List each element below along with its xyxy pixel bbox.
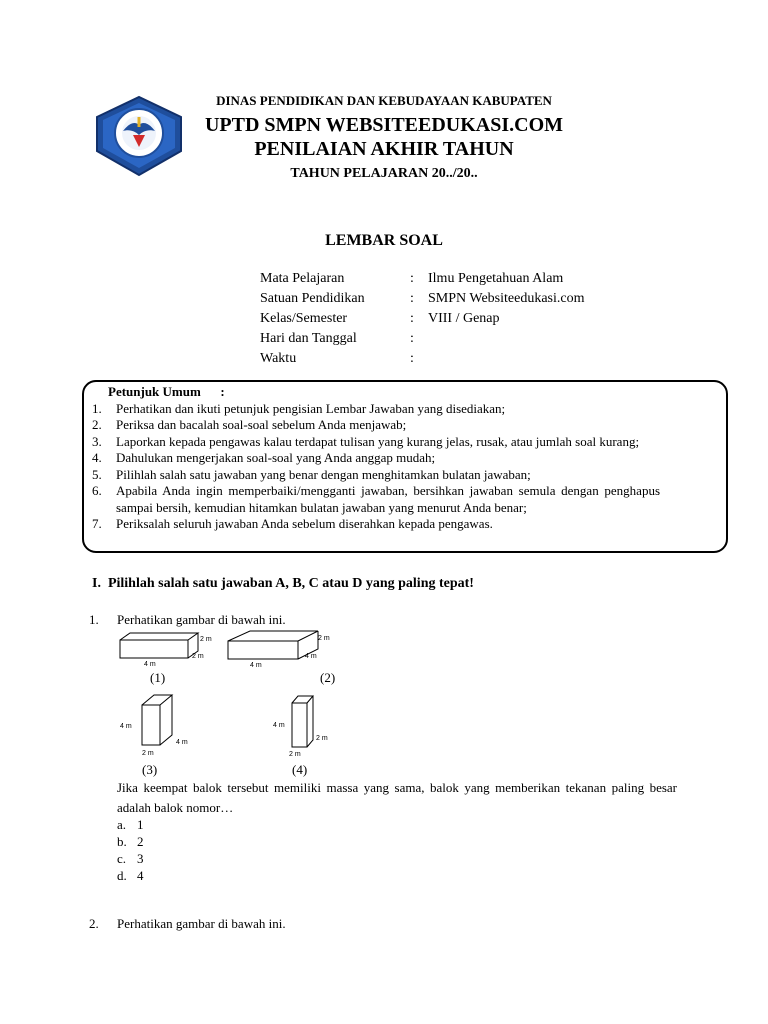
info-colon: : xyxy=(410,271,414,286)
dim-label-4m: 4 m xyxy=(250,662,262,669)
info-colon: : xyxy=(410,311,414,326)
instruction-text: Dahulukan mengerjakan soal-soal yang Anda anggap mudah; xyxy=(116,450,436,465)
dim-label-2m: 2 m xyxy=(142,750,154,757)
dim-label-2m: 2 m xyxy=(289,751,301,758)
agency-name: DINAS PENDIDIKAN DAN KEBUDAYAAN KABUPATEN xyxy=(216,93,552,108)
instruction-item xyxy=(92,450,660,467)
sheet-title: LEMBAR SOAL xyxy=(325,232,443,249)
academic-year: TAHUN PELAJARAN 20../20.. xyxy=(290,166,478,181)
answer-option-b[interactable] xyxy=(117,833,144,850)
info-label: Mata Pelajaran xyxy=(260,271,345,286)
option-text: 3 xyxy=(137,851,144,866)
info-value: Ilmu Pengetahuan Alam xyxy=(428,271,564,286)
instruction-number: 5. xyxy=(92,466,102,482)
instruction-item xyxy=(92,467,660,484)
instruction-item xyxy=(92,434,660,451)
instruction-text: Apabila Anda ingin memperbaiki/mengganti jawaban, bersihkan jawaban semula dengan penghapus sampai bersih, kemudian hitamkan bulatan jawaban yang menurut Anda benar; xyxy=(116,483,660,515)
dim-label-4m: 4 m xyxy=(144,661,156,668)
option-letter: c. xyxy=(117,851,127,866)
question-2-number: 2. xyxy=(89,916,99,931)
instruction-number: 4. xyxy=(92,450,102,465)
instruction-text: Perhatikan dan ikuti petunjuk pengisian Lembar Jawaban yang disediakan; xyxy=(116,400,506,416)
dim-label-2m: 2 m xyxy=(318,635,330,642)
block-4-drawing xyxy=(292,696,313,747)
option-text: 2 xyxy=(137,834,144,849)
figure-label-4: (4) xyxy=(292,762,308,777)
info-value: VIII / Genap xyxy=(428,311,500,326)
instructions-list xyxy=(92,401,660,533)
dim-label-4m: 4 m xyxy=(176,739,188,746)
option-letter: b. xyxy=(117,834,127,849)
option-letter: a. xyxy=(117,817,127,832)
question-1-intro: Perhatikan gambar di bawah ini. xyxy=(117,612,286,627)
dim-label-2m: 2 m xyxy=(200,636,212,643)
block-1-drawing xyxy=(120,633,198,658)
instruction-text: Pilihlah salah satu jawaban yang benar dengan menghitamkan bulatan jawaban; xyxy=(116,466,531,482)
question-1-number: 1. xyxy=(89,612,99,627)
instruction-number: 3. xyxy=(92,433,102,449)
answer-option-d[interactable] xyxy=(117,867,144,884)
instruction-text: Periksa dan bacalah soal-soal sebelum Anda menjawab; xyxy=(116,417,407,432)
info-label: Hari dan Tanggal xyxy=(260,331,357,346)
instruction-item xyxy=(92,483,660,516)
instruction-item xyxy=(92,401,660,418)
answer-option-c[interactable] xyxy=(117,850,144,867)
instruction-text: Periksalah seluruh jawaban Anda sebelum diserahkan kepada pengawas. xyxy=(116,516,493,531)
info-colon: : xyxy=(410,351,414,366)
instruction-number: 7. xyxy=(92,516,102,531)
instruction-item xyxy=(92,516,660,533)
info-label: Waktu xyxy=(260,351,297,366)
figure-label-1: (1) xyxy=(150,670,166,685)
dim-label-4m: 4 m xyxy=(273,722,285,729)
instruction-text: Laporkan kepada pengawas kalau terdapat tulisan yang kurang jelas, rusak, atau jumlah soal kurang; xyxy=(116,433,640,449)
info-colon: : xyxy=(410,331,414,346)
question-2-intro: Perhatikan gambar di bawah ini. xyxy=(117,916,286,931)
info-colon: : xyxy=(410,291,414,306)
block-figures xyxy=(110,628,360,778)
instruction-number: 2. xyxy=(92,417,102,432)
answer-option-a[interactable] xyxy=(117,816,144,833)
figure-label-3: (3) xyxy=(142,762,158,777)
dim-label-4m: 4 m xyxy=(305,653,317,660)
general-instructions xyxy=(92,384,660,533)
instruction-number: 1. xyxy=(92,400,102,416)
dim-label-2m: 2 m xyxy=(192,653,204,660)
figure-label-2: (2) xyxy=(320,670,336,685)
option-text: 1 xyxy=(137,817,144,832)
dim-label-4m: 4 m xyxy=(120,723,132,730)
info-label: Satuan Pendidikan xyxy=(260,291,365,306)
block-3-drawing xyxy=(142,695,172,745)
instructions-title: Petunjuk Umum : xyxy=(108,384,225,399)
dim-label-2m: 2 m xyxy=(316,735,328,742)
instruction-item xyxy=(92,417,660,434)
question-1-stem: Jika keempat balok tersebut memiliki massa yang sama, balok yang memberikan tekanan paling besar adalah balok nomor… xyxy=(117,780,677,815)
exam-name: PENILAIAN AKHIR TAHUN xyxy=(254,138,514,160)
option-letter: d. xyxy=(117,868,127,883)
info-value: SMPN Websiteedukasi.com xyxy=(428,291,585,306)
option-text: 4 xyxy=(137,868,144,883)
school-name: UPTD SMPN WEBSITEEDUKASI.COM xyxy=(204,114,564,136)
info-label: Kelas/Semester xyxy=(260,311,348,326)
instruction-number: 6. xyxy=(92,483,102,498)
question-1-options xyxy=(117,816,144,884)
section-heading: I. Pilihlah salah satu jawaban A, B, C atau D yang paling tepat! xyxy=(92,576,474,591)
